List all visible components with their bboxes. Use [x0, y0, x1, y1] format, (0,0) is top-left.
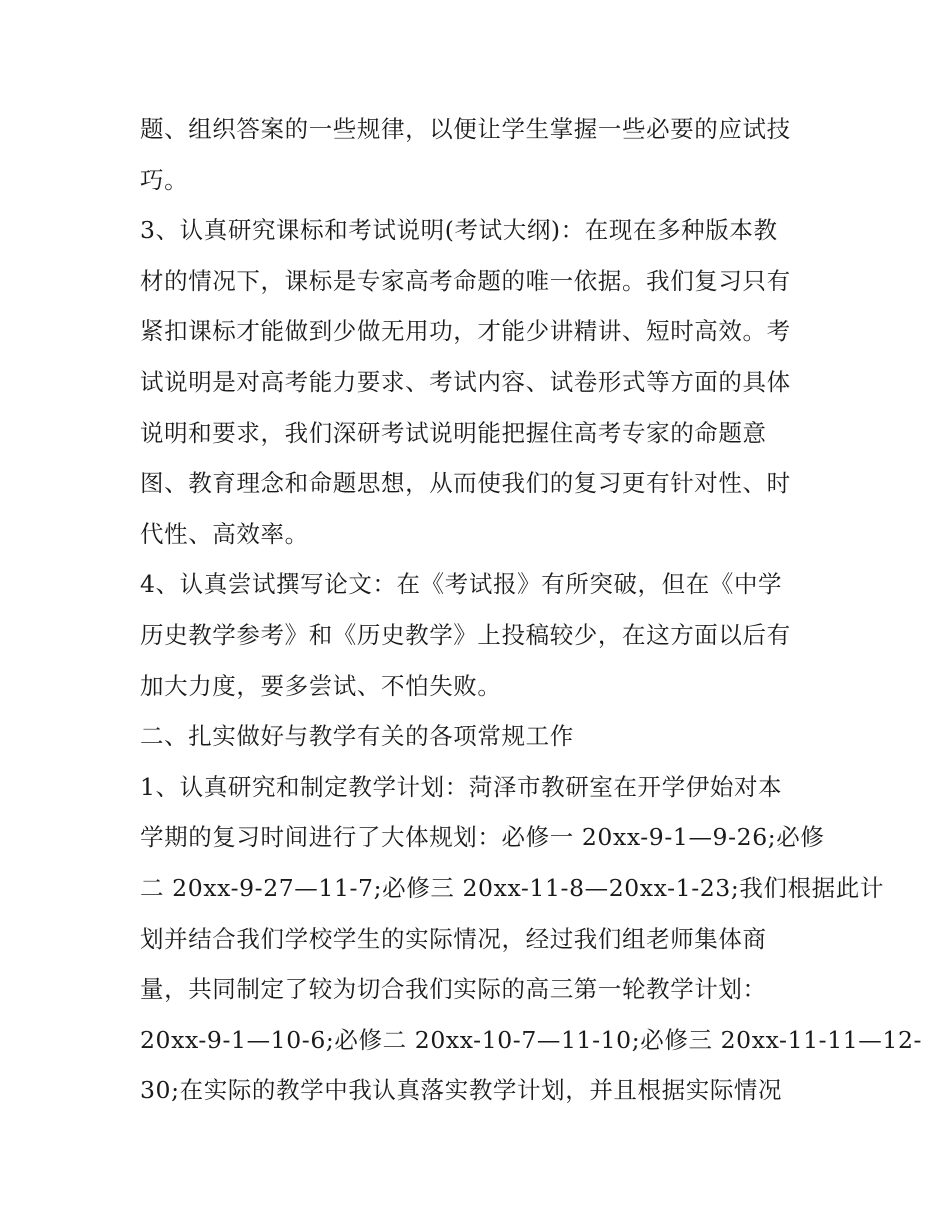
text-line: 3、认真研究课标和考试说明(考试大纲)：在现在多种版本教: [140, 216, 778, 245]
text-line: 加大力度，要多尝试、不怕失败。: [140, 671, 502, 700]
text-line: 代性、高效率。: [140, 519, 309, 548]
text-line: 20xx-9-1—10-6;必修二 20xx-10-7—11-10;必修三 20xx-11-11—12-: [140, 1025, 923, 1054]
text-line: 学期的复习时间进行了大体规划：必修一 20xx-9-1—9-26;必修: [140, 823, 825, 852]
text-line: 二 20xx-9-27—11-7;必修三 20xx-11-8—20xx-1-23;我们根据此计: [140, 873, 884, 902]
section-heading: 二、扎实做好与教学有关的各项常规工作: [140, 722, 574, 751]
text-line: 历史教学参考》和《历史教学》上投稿较少，在这方面以后有: [140, 620, 791, 649]
text-line: 量，共同制定了较为切合我们实际的高三第一轮教学计划：: [140, 975, 767, 1004]
text-line: 紧扣课标才能做到少做无用功，才能少讲精讲、短时高效。考: [140, 317, 791, 346]
text-line: 4、认真尝试撰写论文：在《考试报》有所突破，但在《中学: [140, 570, 783, 599]
text-line: 30;在实际的教学中我认真落实教学计划，并且根据实际情况: [140, 1076, 783, 1105]
text-line: 说明和要求，我们深研考试说明能把握住高考专家的命题意: [140, 418, 767, 447]
text-line: 试说明是对高考能力要求、考试内容、试卷形式等方面的具体: [140, 367, 791, 396]
document-body: [140, 104, 923, 1116]
text-line: 1、认真研究和制定教学计划：菏泽市教研室在开学伊始对本: [140, 772, 783, 801]
text-line: 题、组织答案的一些规律，以便让学生掌握一些必要的应试技: [140, 115, 791, 143]
text-line: 材的情况下，课标是专家高考命题的唯一依据。我们复习只有: [140, 266, 791, 295]
text-line: 划并结合我们学校学生的实际情况，经过我们组老师集体商: [140, 924, 767, 953]
text-line: 图、教育理念和命题思想，从而使我们的复习更有针对性、时: [140, 469, 791, 498]
text-line: 巧。: [140, 165, 189, 194]
